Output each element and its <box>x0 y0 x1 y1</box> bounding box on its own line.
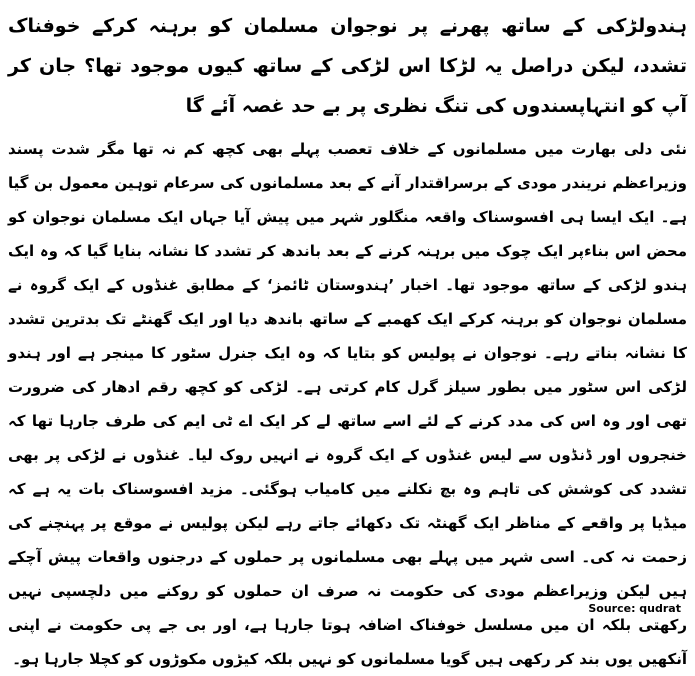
article-headline: ہندولڑکی کے ساتھ پھرنے پر نوجوان مسلمان کو برہنہ کرکے خوفناک تشدد، لیکن دراصل یہ لڑکا اس لڑکی کے ساتھ کیوں موجود تھا؟ جان کر آپ کو انتہاپسندوں کی تنگ نظری پر بے حد غصہ آئے گا <box>8 15 687 117</box>
source-credit: Source: qudrat <box>588 602 681 615</box>
article-body: نئی دلی بھارت میں مسلمانوں کے خلاف تعصب پہلے بھی کچھ کم نہ تھا مگر شدت پسند وزیراعظم نریندر مودی کے برسراقتدار آنے کے بعد مسلمانوں کی سرعام توہین معمول بن گیا ہے۔ ایک ایسا ہی افسوسناک واقعہ منگلور شہر میں پیش آیا جہاں ایک مسلمان نوجوان کو محض اس بناءپر ایک چوک میں برہنہ کرنے کے بعد باندھ کر تشدد کا نشانہ بنایا گیا کہ وہ ایک ہندو لڑکی کے ساتھ موجود تھا۔ اخبار ’ہندوستان ٹائمز‘ کے مطابق غنڈوں کے ایک گروہ نے مسلمان نوجوان کو برہنہ کرکے ایک کھمبے کے ساتھ باندھ دیا اور ایک گھنٹے تک بدترین تشدد کا نشانہ بناتے رہے۔ نوجوان نے پولیس کو بتایا کہ وہ ایک جنرل سٹور کا مینجر ہے اور ہندو لڑکی اس سٹور میں بطور سیلز گرل کام کرتی ہے۔ لڑکی کو کچھ رقم ادھار کی ضرورت تھی اور وہ اس کی مدد کرنے کے لئے اسے ساتھ لے کر ایک اے ٹی ایم کی طرف جارہا تھا کہ خنجروں اور ڈنڈوں سے لیس غنڈوں کے ایک گروہ نے انہیں روک لیا۔ غنڈوں نے لڑکی پر بھی تشدد کی کوشش کی تاہم وہ بچ نکلنے میں کامیاب ہوگئی۔ مزید افسوسناک بات یہ ہے کہ میڈیا پر واقعے کے مناظر ایک گھنٹہ تک دکھائے جاتے رہے لیکن پولیس نے موقع پر پہنچنے کی زحمت نہ کی۔ اسی شہر میں پہلے بھی مسلمانوں پر حملوں کے درجنوں واقعات پیش آچکے ہیں لیکن وزیراعظم مودی کی حکومت نہ صرف ان حملوں کو روکنے میں دلچسپی نہیں رکھتی بلکہ ان میں مسلسل خوفناک اضافہ ہوتا جارہا ہے، اور بی جے پی حکومت نے اپنی آنکھیں یوں بند کر رکھی ہیں گویا مسلمانوں کو نہیں بلکہ کیڑوں مکوڑوں کو کچلا جارہا ہو۔ <box>8 140 687 668</box>
article <box>8 6 687 676</box>
